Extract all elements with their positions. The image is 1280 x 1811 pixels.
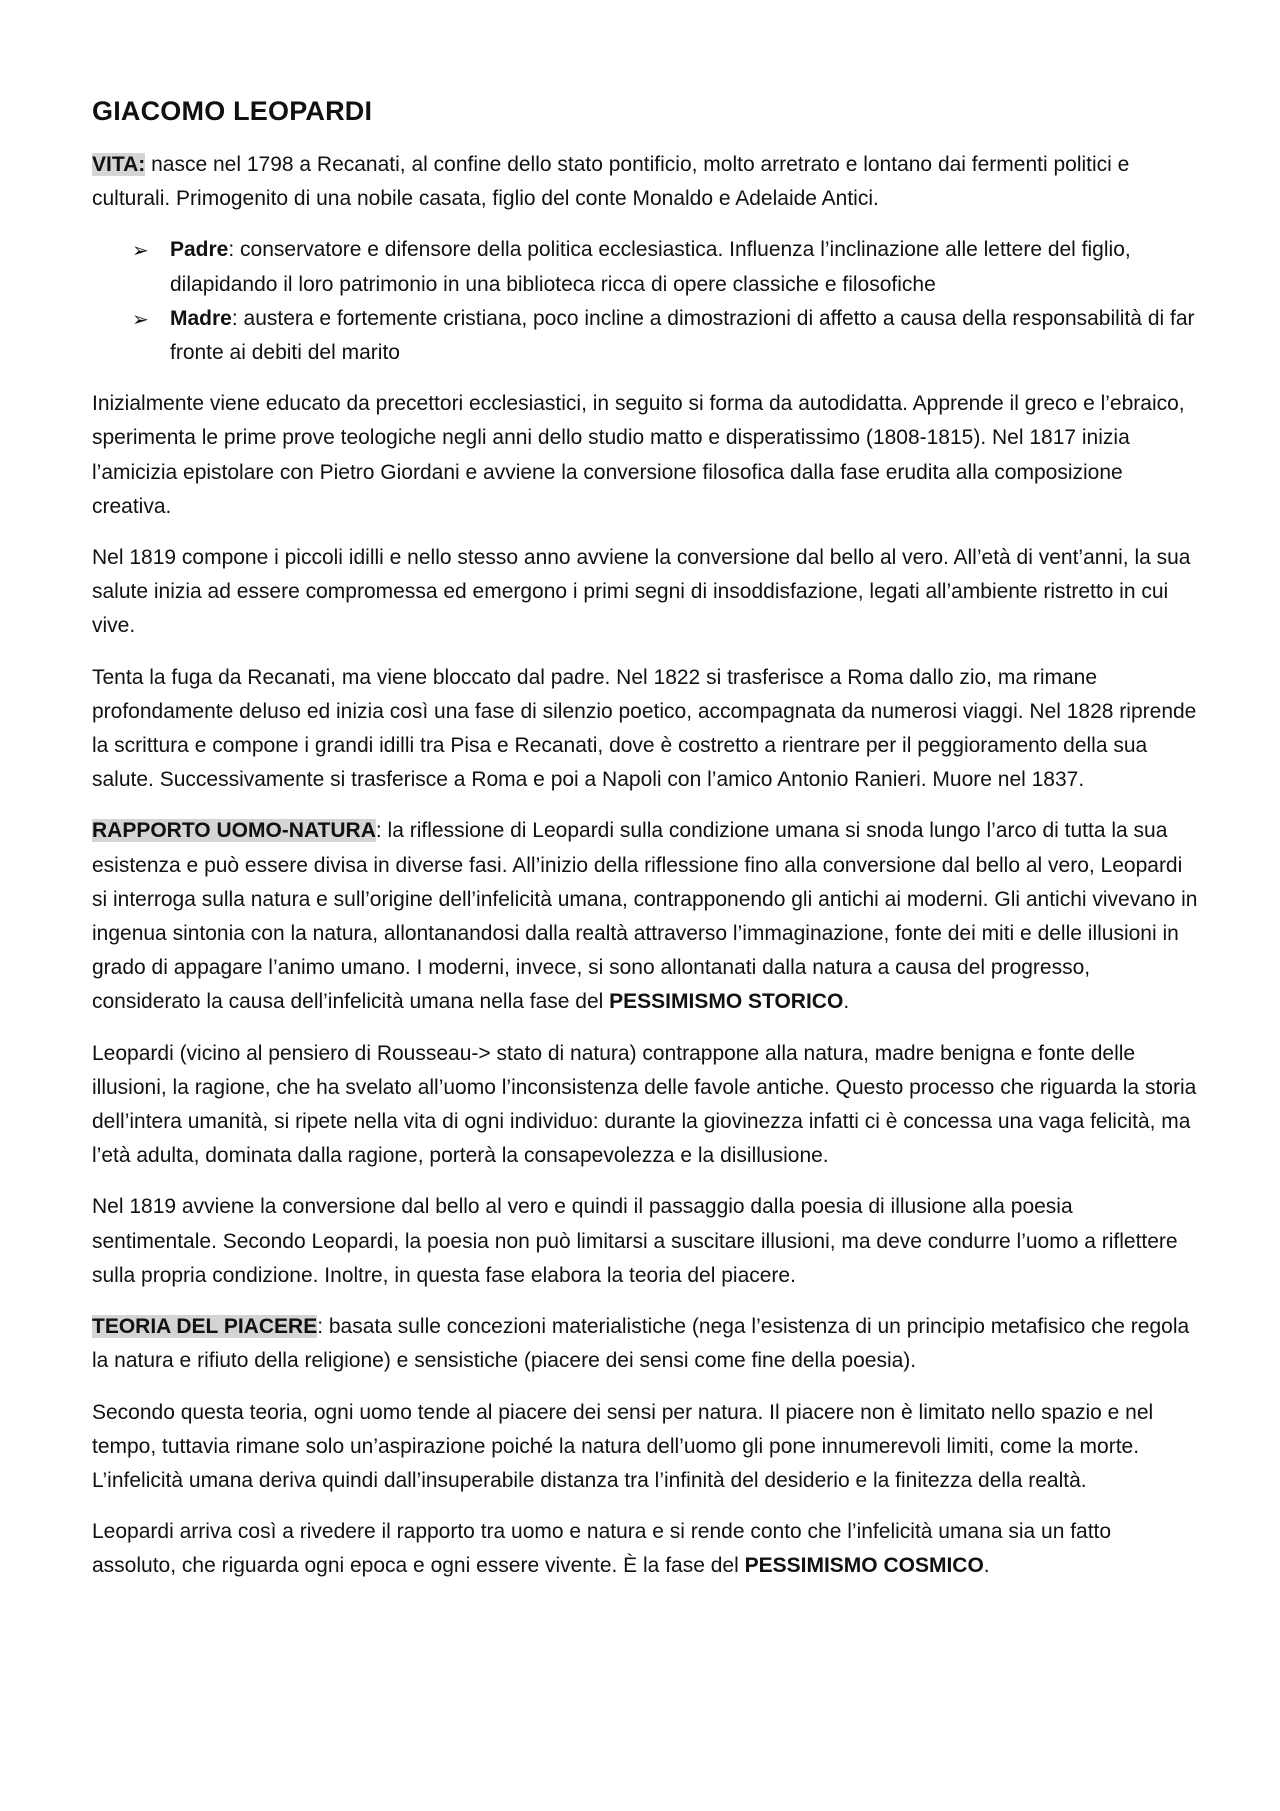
education-paragraph: Inizialmente viene educato da precettori ecclesiastici, in seguito si forma da autodidatta. Apprende il greco e l’ebraico, sperimenta le prime prove teologiche negli anni dello studio matto e disperatissimo (1808-1815). Nel 1817 inizia l’amicizia epistolare con Pietro Giordani e avviene la conversione filosofica dalla fase erudita alla composizione creativa. [92,392,1185,518]
conversione-paragraph: Nel 1819 avviene la conversione dal bello al vero e quindi il passaggio dalla poesia di illusione alla poesia sentimentale. Secondo Leopardi, la poesia non può limitarsi a suscitare illusioni, ma deve condurre l’uomo a riflettere sulla propria condizione. Inoltre, in questa fase elabora la teoria del piacere. [92,1195,1178,1287]
vita-paragraph [92,148,1198,216]
rapporto-end: . [843,990,850,1014]
arrow-bullet-icon: ➢ [132,306,149,331]
final-end: . [983,1554,990,1578]
rapporto-text: : la riflessione di Leopardi sulla condizione umana si snoda lungo l’arco di tutta la sua esistenza e può essere divisa in diverse fasi. All’inizio della riflessione fino alla conversione dal bello al vero, Leopardi si interroga sulla natura e sull’origine dell’infelicità umana, contrapponendo gli antichi ai moderni. Gli antichi vivevano in ingenua sintonia con la natura, allontanandosi dalla realtà attraverso l’immaginazione, fonte dei miti e delle illusioni in grado di appagare l’animo umano. I moderni, invece, si sono allontanati dalla natura a causa del progresso, considerato la causa dell’infelicità umana nella fase del [92,819,1198,1014]
teoria-text: : basata sulle concezioni materialistiche (nega l’esistenza di un principio metafisico che regola la natura e rifiuto della religione) e sensistiche (piacere dei sensi come fine della poesia). [92,1315,1190,1373]
madre-text: : austera e fortemente cristiana, poco incline a dimostrazioni di affetto a causa della responsabilità di far fronte ai debiti del marito [170,306,1195,365]
rousseau-paragraph: Leopardi (vicino al pensiero di Rousseau-> stato di natura) contrappone alla natura, madre benigna e fonte delle illusioni, la ragione, che ha svelato all’uomo l’inconsistenza delle favole antiche. Questo processo che riguarda la storia dell’intera umanità, si ripete nella vita di ogni individuo: durante la giovinezza infatti ci è concessa una vaga felicità, ma l’età adulta, dominata dalla ragione, porterà la consapevolezza e la disillusione. [92,1041,1197,1168]
vita-text: nasce nel 1798 a Recanati, al confine dello stato pontificio, molto arretrato e lontano dai fermenti politici e culturali. Primogenito di una nobile casata, figlio del conte Monaldo e Adelaide Antici. [92,153,1130,211]
document-page [92,92,1198,1601]
padre-label: Padre [170,238,229,262]
teoria-paragraph [92,1310,1198,1378]
piacere-paragraph: Secondo questa teoria, ogni uomo tende al piacere dei sensi per natura. Il piacere non è limitato nello spazio e nel tempo, tuttavia rimane solo un’aspirazione poiché la natura dell’uomo gli pone innumerevoli limiti, come la morte. L’infelicità umana deriva quindi dall’insuperabile distanza tra l’infinità del desiderio e la finitezza della realtà. [92,1400,1154,1492]
rapporto-heading: RAPPORTO UOMO-NATURA [92,819,376,843]
madre-label: Madre [170,306,232,330]
final-text: Leopardi arriva così a rivedere il rapporto tra uomo e natura e si rende conto che l’infelicità umana sia un fatto assoluto, che riguarda ogni epoca e ogni essere vivente. È la fase del [92,1520,1112,1578]
padre-text: : conservatore e difensore della politica ecclesiastica. Influenza l’inclinazione alle lettere del figlio, dilapidando il loro patrimonio in una biblioteca ricca di opere classiche e filosofiche [170,238,1131,296]
teoria-heading: TEORIA DEL PIACERE [92,1315,318,1339]
pessimismo-storico: PESSIMISMO STORICO [609,990,844,1014]
idilli-paragraph: Nel 1819 compone i piccoli idilli e nello stesso anno avviene la conversione dal bello al vero. All’età di vent’anni, la sua salute inizia ad essere compromessa ed emergono i primi segni di insoddisfazione, legati all’ambiente ristretto in cui vive. [92,546,1191,638]
document-title: GIACOMO LEOPARDI [92,96,373,126]
recanati-paragraph: Tenta la fuga da Recanati, ma viene bloccato dal padre. Nel 1822 si trasferisce a Roma dallo zio, ma rimane profondamente deluso ed inizia così una fase di silenzio poetico, accompagnata da numerosi viaggi. Nel 1828 riprende la scrittura e compone i grandi idilli tra Pisa e Recanati, dove è costretto a rientrare per il peggioramento della sua salute. Successivamente si trasferisce a Roma e poi a Napoli con l’amico Antonio Ranieri. Muore nel 1837. [92,665,1197,792]
final-paragraph [92,1515,1198,1583]
parents-list [92,233,1198,370]
pessimismo-cosmico: PESSIMISMO COSMICO [744,1554,984,1578]
list-item-padre [92,233,1198,301]
list-item-madre [92,302,1198,370]
vita-heading: VITA: [92,153,146,176]
rapporto-paragraph [92,814,1198,1019]
arrow-bullet-icon: ➢ [132,238,149,263]
